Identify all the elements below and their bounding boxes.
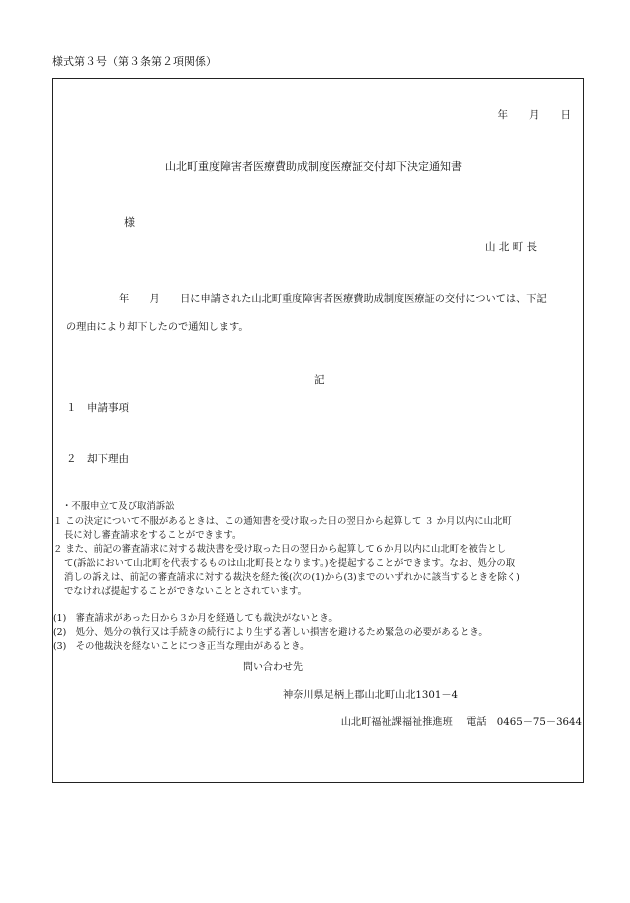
notice-para2-line2: て(訴訟において山北町を代表するものは山北町長となります。)を提起することができます。なお、処分の取 [64, 558, 516, 569]
condition-3: (3) その他裁決を経ないことにつき正当な理由があるとき。 [53, 641, 310, 652]
document-title: 山北町重度障害者医療費助成制度医療証交付却下決定通知書 [165, 160, 462, 173]
notice-para2-line4: でなければ提起することができないこととされています。 [64, 586, 308, 597]
contact-heading: 問い合わせ先 [243, 662, 303, 673]
notice-heading: ・不服申立て及び取消訴訟 [62, 501, 175, 512]
notice-para2-line3: 消しの訴えは、前記の審査請求に対する裁決を経た後(次の(1)から(3)までのいずれかに該当するときを除く) [64, 572, 520, 583]
notice-para1-line2: 長に対し審査請求をすることができます。 [64, 530, 242, 541]
notice-para1-line1: １ この決定について不服があるときは、この通知書を受け取った日の翌日から起算して ３ か月以内に山北町 [53, 516, 512, 527]
item-rejection-reason: ２ 却下理由 [66, 453, 129, 465]
date-line: 年 月 日 [497, 109, 571, 121]
body-line-2: の理由により却下したので通知します。 [66, 322, 249, 333]
form-number: 様式第３号（第３条第２項関係） [52, 55, 217, 68]
recipient-suffix: 様 [124, 216, 135, 229]
condition-2: (2) 処分、処分の執行又は手続きの続行により生ずる著しい損害を避けるため緊急の必要があるとき。 [53, 627, 488, 638]
issuer: 山 北 町 長 [484, 241, 537, 253]
body-line-1: 年 月 日に申請された山北町重度障害者医療費助成制度医療証の交付については、下記 [119, 294, 547, 305]
notice-para2-line1: ２ また、前記の審査請求に対する裁決書を受け取った日の翌日から起算して６か月以内に山北町を被告とし [53, 544, 506, 555]
contact-address: 神奈川県足柄上郡山北町山北1301－4 [283, 690, 459, 701]
condition-1: (1) 審査請求があった日から３か月を経過しても裁決がないとき。 [53, 613, 338, 624]
document-frame [52, 78, 584, 783]
contact-department: 山北町福祉課福祉推進班 電話 0465－75－3644 [340, 717, 582, 728]
item-application: １ 申請事項 [66, 402, 129, 414]
ki-heading: 記 [314, 374, 325, 386]
